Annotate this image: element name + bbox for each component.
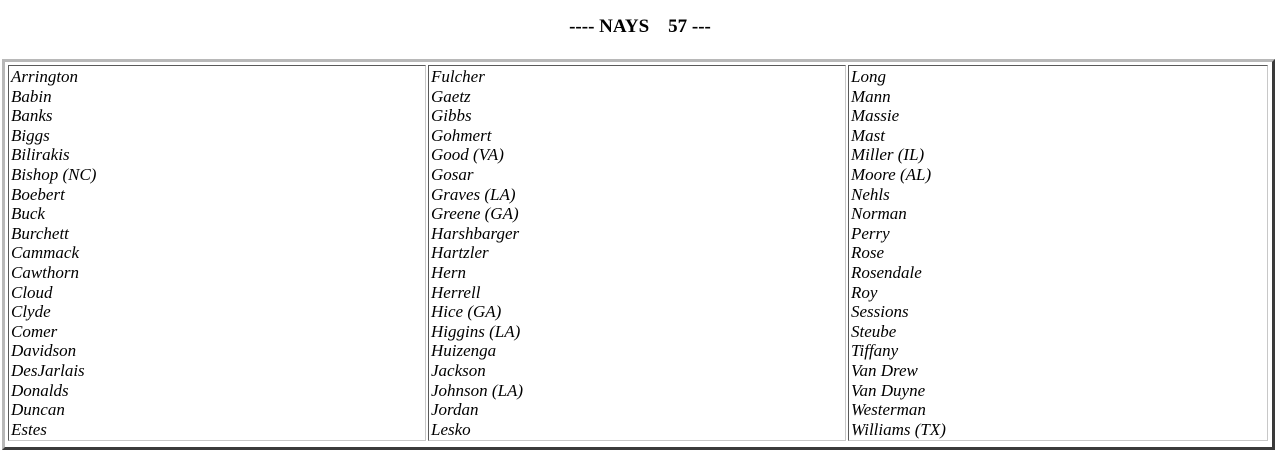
member-name: Moore (AL) (851, 164, 932, 184)
member-name: Hice (GA) (431, 302, 502, 322)
member-name: DesJarlais (11, 360, 85, 380)
member-name: Boebert (11, 184, 65, 204)
member-name: Hern (431, 262, 466, 282)
member-name: Steube (851, 321, 897, 341)
member-name: Herrell (431, 282, 481, 302)
member-name: Johnson (LA) (431, 380, 524, 400)
member-name: Biggs (11, 125, 50, 145)
member-name: Cammack (11, 243, 79, 263)
member-name: Van Duyne (851, 380, 926, 400)
member-name: Westerman (851, 400, 926, 420)
member-name: Gosar (431, 164, 474, 184)
member-name: Donalds (11, 380, 69, 400)
member-name: Long (851, 67, 886, 86)
member-name: Higgins (LA) (431, 321, 521, 341)
member-name: Miller (IL) (851, 145, 925, 165)
member-name: Mast (851, 125, 885, 145)
member-name: Perry (851, 223, 890, 243)
member-name: Massie (851, 106, 900, 126)
member-name: Mann (851, 86, 891, 106)
member-name: Banks (11, 106, 53, 126)
member-name: Duncan (11, 400, 65, 420)
member-name: Williams (TX) (851, 419, 946, 439)
member-name: Van Drew (851, 360, 918, 380)
member-name: Graves (LA) (431, 184, 516, 204)
names-column-2 (428, 65, 846, 441)
member-name: Gaetz (431, 86, 471, 106)
member-name: Burchett (11, 223, 69, 243)
member-name: Harshbarger (431, 223, 520, 243)
member-name: Rosendale (851, 262, 922, 282)
names-column-3 (848, 65, 1268, 441)
member-name: Comer (11, 321, 58, 341)
member-name: Davidson (11, 341, 77, 361)
member-name: Greene (GA) (431, 204, 519, 224)
member-name: Lesko (431, 419, 471, 439)
names-column-1 (8, 65, 426, 441)
member-name: Buck (11, 204, 45, 224)
member-name: Tiffany (851, 341, 899, 361)
page-heading: ---- NAYS 57 --- (569, 16, 711, 37)
member-name: Roy (851, 282, 878, 302)
member-name: Babin (11, 86, 52, 106)
member-name: Huizenga (431, 341, 497, 361)
member-name: Gibbs (431, 106, 472, 126)
member-name: Cawthorn (11, 262, 80, 282)
member-name: Nehls (851, 184, 890, 204)
member-name: Estes (11, 419, 47, 439)
member-name: Arrington (11, 67, 79, 86)
member-name: Gohmert (431, 125, 492, 145)
member-name: Hartzler (431, 243, 489, 263)
member-name: Good (VA) (431, 145, 504, 165)
member-name: Cloud (11, 282, 53, 302)
nays-table (2, 59, 1275, 450)
member-name: Bilirakis (11, 145, 70, 165)
member-name: Bishop (NC) (11, 164, 97, 184)
member-name: Sessions (851, 302, 909, 322)
member-name: Clyde (11, 302, 51, 322)
member-name: Jackson (431, 360, 486, 380)
member-name: Fulcher (431, 67, 485, 86)
member-name: Jordan (431, 400, 479, 420)
member-name: Rose (851, 243, 885, 263)
member-name: Norman (851, 204, 907, 224)
